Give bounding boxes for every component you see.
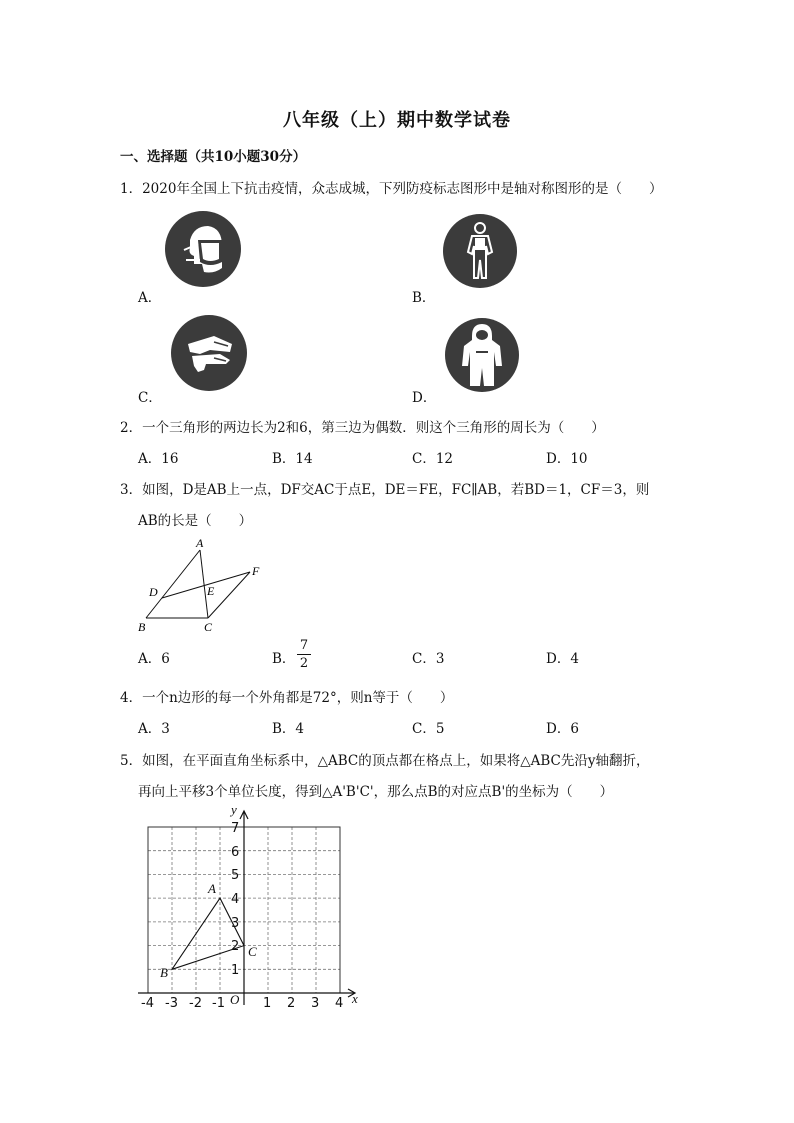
question-3-line-2: AB的长是（ ） <box>138 513 253 529</box>
page-title: 八年级（上）期中数学试卷 <box>283 110 511 131</box>
question-3-line-1: 3．如图，D是AB上一点，DF交AC于点E，DE＝FE，FC∥AB，若BD＝1，CF＝3，则 <box>120 482 650 498</box>
q5-coordinate-grid <box>136 800 366 1010</box>
q1-option-d-label: D． <box>412 390 437 406</box>
q2-option-c: C．12 <box>412 451 454 467</box>
point-a-label: A <box>208 881 216 896</box>
q4-option-c: C．5 <box>412 721 445 737</box>
point-b-label: B <box>160 965 168 980</box>
y-tick-3: 3 <box>231 916 240 931</box>
y-tick-2: 2 <box>231 939 240 954</box>
question-1-text: 1．2020年全国上下抗击疫情，众志成城，下列防疫标志图形中是轴对称图形的是（ ） <box>120 181 663 197</box>
y-tick-1: 1 <box>231 963 240 978</box>
x-tick-neg1: -1 <box>212 996 225 1010</box>
y-tick-7: 7 <box>231 821 240 836</box>
q1-option-c-label: C． <box>138 390 162 406</box>
q4-option-a: A．3 <box>138 721 170 737</box>
x-tick-neg3: -3 <box>165 996 178 1010</box>
q2-option-d: D．10 <box>546 451 588 467</box>
question-4-text: 4．一个n边形的每一个外角都是72°，则n等于（ ） <box>120 690 454 706</box>
y-tick-4: 4 <box>231 892 240 907</box>
triangle-abc <box>172 898 244 969</box>
q1-option-b-label: B． <box>412 290 436 306</box>
fraction-numerator: 7 <box>299 638 309 653</box>
q3-label-b: B <box>138 620 146 634</box>
hazmat-suit-icon <box>444 316 520 394</box>
question-5-line-1: 5．如图，在平面直角坐标系中，△ABC的顶点都在格点上，如果将△ABC先沿y轴翻折， <box>120 753 650 769</box>
q3-option-a: A．6 <box>138 651 170 667</box>
q3-triangle-figure <box>134 534 274 638</box>
q3-label-f: F <box>252 564 260 578</box>
y-tick-6: 6 <box>231 845 240 860</box>
q3-option-d: D．4 <box>546 651 579 667</box>
x-tick-neg2: -2 <box>189 996 202 1010</box>
point-c-label: C <box>248 944 257 959</box>
x-axis-label: x <box>352 991 358 1006</box>
x-tick-neg4: -4 <box>141 996 154 1010</box>
q1-option-a-label: A． <box>138 290 162 306</box>
question-5-line-2: 再向上平移3个单位长度，得到△A'B'C'，那么点B的对应点B'的坐标为（ ） <box>138 784 614 800</box>
q3-label-e: E <box>207 584 215 598</box>
protective-suit-icon <box>442 212 518 290</box>
fraction-denominator: 2 <box>299 656 309 671</box>
q3-option-b: B． <box>272 651 296 667</box>
question-2-text: 2．一个三角形的两边长为2和6，第三边为偶数．则这个三角形的周长为（ ） <box>120 420 605 436</box>
q3-label-a: A <box>196 536 204 550</box>
y-tick-5: 5 <box>231 868 240 883</box>
x-tick-3: 3 <box>311 996 320 1010</box>
x-tick-1: 1 <box>263 996 272 1010</box>
x-tick-2: 2 <box>287 996 296 1010</box>
q2-option-a: A．16 <box>138 451 179 467</box>
q3-option-b-fraction <box>297 638 311 671</box>
face-mask-icon <box>164 210 242 288</box>
q4-option-b: B．4 <box>272 721 305 737</box>
q3-label-c: C <box>204 620 213 634</box>
x-tick-4: 4 <box>335 996 344 1010</box>
hand-washing-icon <box>170 314 248 392</box>
q3-label-d: D <box>149 585 158 599</box>
origin-label: O <box>230 992 240 1007</box>
section-heading: 一、选择题（共10小题30分） <box>120 149 307 165</box>
q2-option-b: B．14 <box>272 451 313 467</box>
q4-option-d: D．6 <box>546 721 579 737</box>
q3-option-c: C．3 <box>412 651 445 667</box>
y-axis-label: y <box>231 802 237 817</box>
